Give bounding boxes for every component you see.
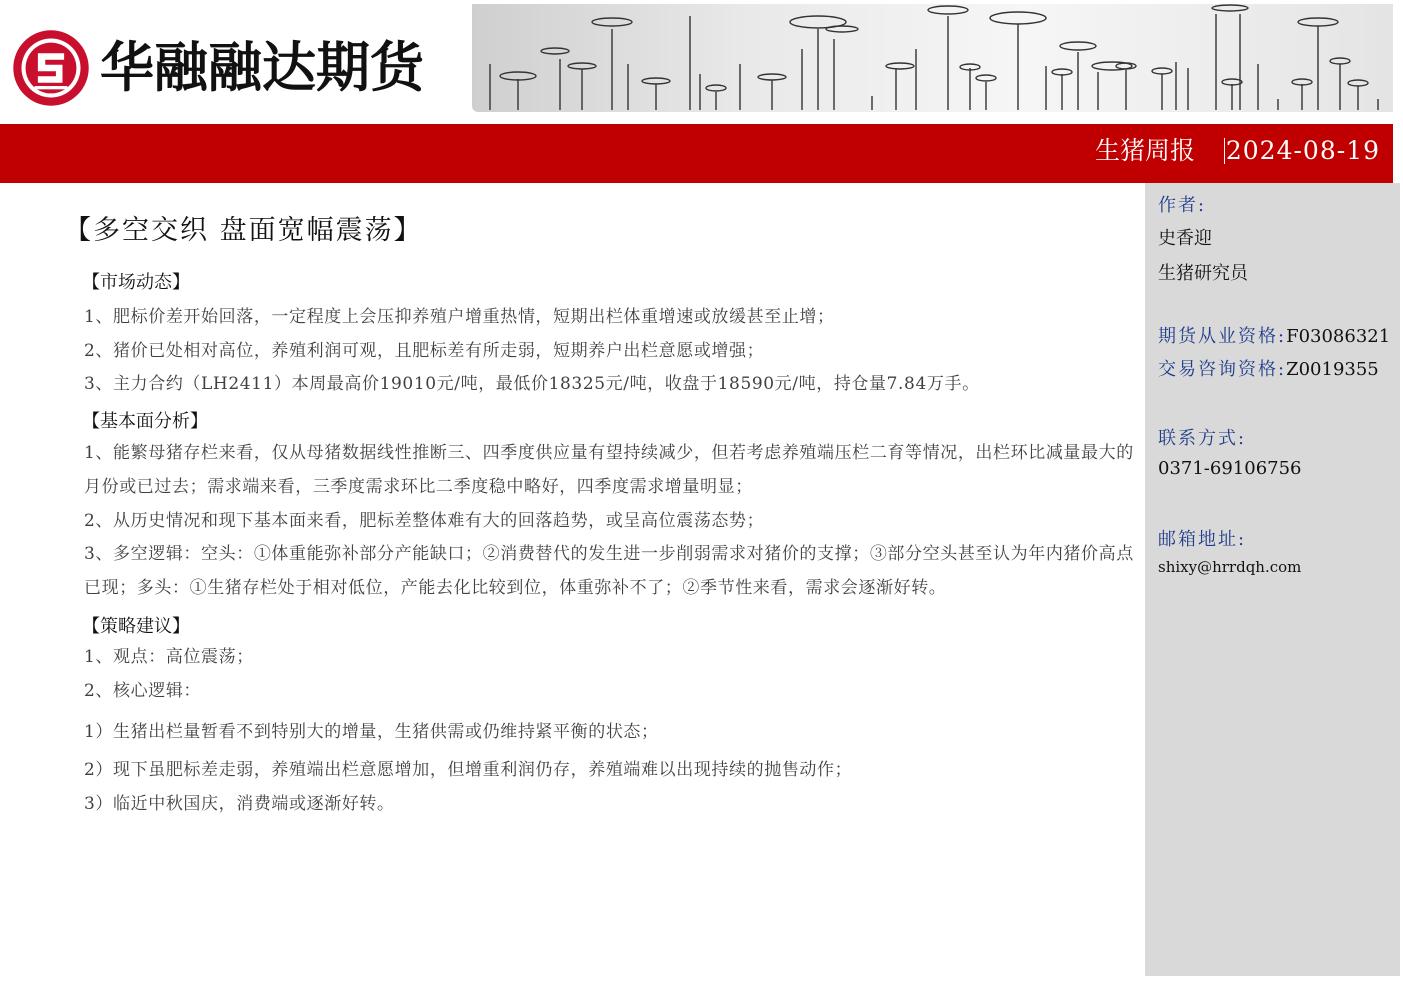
contact-label: 联系方式: [1158,428,1247,449]
author-title: 生猪研究员 [1158,263,1248,284]
fundamentals-paragraph-2: 2、从历史情况和现下基本面来看，肥标差整体难有大的回落趋势，或呈高位震荡态势； [84,511,765,531]
author-name: 史香迎 [1158,228,1212,249]
report-type: 生猪周报 [1094,136,1195,165]
consulting-label: 交易咨询资格: [1158,359,1287,380]
section-heading-market: 【市场动态】 [82,272,190,293]
fundamentals-paragraph-3: 3、多空逻辑：空头：①体重能弥补部分产能缺口；②消费替代的发生进一步削弱需求对猪价的支撑；③部分空头甚至认为年内猪价高点已现；多头：①生猪存栏处于相对低位，产能去化比较到位，体重弥补不了；②季节性来看，需求会逐渐好转。 [84,544,1134,598]
qualification-row [1158,322,1390,348]
email-label: 邮箱地址: [1158,529,1247,550]
strategy-paragraph-5: 3）临近中秋国庆，消费端或逐渐好转。 [84,794,395,814]
section-heading-fundamentals: 【基本面分析】 [82,411,208,432]
fundamentals-paragraph-1: 1、能繁母猪存栏来看，仅从母猪数据线性推断三、四季度供应量有望持续减少，但若考虑养殖端压栏二育等情况，出栏环比减量最大的月份或已过去；需求端来看，三季度需求环比二季度稳中略好，四季度需求增量明显； [84,443,1134,497]
email-address[interactable]: shixy@hrrdqh.com [1158,558,1302,576]
author-label: 作者: [1158,195,1207,216]
qualification-label: 期货从业资格: [1158,326,1287,347]
market-paragraph-3: 3、主力合约（LH2411）本周最高价19010元/吨，最低价18325元/吨，收盘于18590元/吨，持仓量7.84万手。 [84,374,980,394]
market-paragraph-1: 1、肥标价差开始回落，一定程度上会压抑养殖户增重热情，短期出栏体重增速或放缓甚至止增； [84,307,835,327]
section-heading-strategy: 【策略建议】 [82,616,190,637]
strategy-paragraph-3: 1）生猪出栏量暂看不到特别大的增量，生猪供需或仍维持紧平衡的状态； [84,722,659,742]
title-bar-divider [1224,138,1225,164]
company-name: 华融融达期货 [100,36,424,99]
report-title-bar [0,124,1393,183]
company-logo [10,26,424,110]
contact-phone: 0371-69106756 [1158,458,1302,479]
strategy-paragraph-1: 1、观点：高位震荡； [84,647,254,667]
strategy-paragraph-4: 2）现下虽肥标差走弱，养殖端出栏意愿增加，但增重利润仍存，养殖端难以出现持续的抛售动作； [84,760,853,780]
qualification-value: F03086321 [1286,326,1391,347]
author-sidebar [1145,183,1400,976]
consulting-value: Z0019355 [1286,359,1379,380]
strategy-paragraph-2: 2、核心逻辑： [84,681,202,701]
company-logo-icon [10,27,92,109]
article-headline: 【多空交织 盘面宽幅震荡】 [64,215,423,246]
consulting-row [1158,355,1379,381]
banner-decoration [472,4,1393,112]
banner-artwork [472,4,1393,112]
report-date: 2024-08-19 [1225,136,1380,165]
market-paragraph-2: 2、猪价已处相对高位，养殖利润可观，且肥标差有所走弱，短期养户出栏意愿或增强； [84,341,765,361]
